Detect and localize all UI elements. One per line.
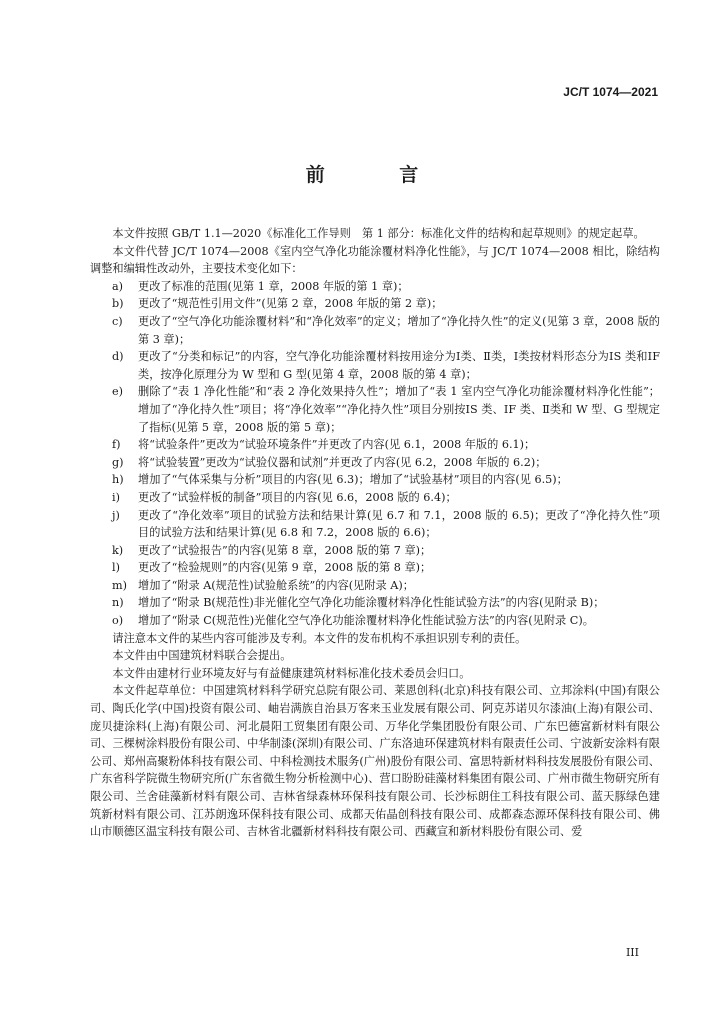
- page-number: III: [625, 946, 639, 959]
- list-item-label: i): [112, 490, 120, 504]
- list-item: [90, 507, 660, 542]
- list-item-label: c): [112, 314, 123, 328]
- list-item: [90, 471, 660, 489]
- list-item-text: 增加了“附录 B(规范性)非光催化空气净化功能涂覆材料净化性能试验方法”的内容(见附录 B)；: [138, 596, 605, 610]
- list-item-label: f): [112, 438, 121, 452]
- list-item-text: 删除了“表 1 净化性能”和“表 2 净化效果持久性”；增加了“表 1 室内空气净化功能涂覆材料净化性能”；增加了“净化持久性”项目；将“净化效率”“净化持久性”项目分别按ⅠS 类、ⅠF 类、Ⅱ类和 W 型、G 型规定了指标(见第 5 章，2008 版的第 5 章)；: [138, 385, 660, 434]
- list-item-text: 更改了“分类和标记”的内容，空气净化功能涂覆材料按用途分为Ⅰ类、Ⅱ类，Ⅰ类按材料形态分为ⅠS 类和ⅠF 类，按净化原理分为 W 型和 G 型(见第 4 章，2008 版的第 4 章)；: [138, 350, 660, 381]
- list-item: [90, 542, 660, 560]
- list-item: [90, 577, 660, 595]
- foreword-body: [90, 225, 660, 841]
- list-item: [90, 489, 660, 507]
- list-item: [90, 454, 660, 472]
- list-item: [90, 594, 660, 612]
- list-item-text: 更改了“检验规则”的内容(见第 9 章，2008 版的第 8 章)；: [138, 561, 432, 575]
- list-item-text: 更改了“规范性引用文件”(见第 2 章，2008 年版的第 2 章)；: [138, 297, 443, 311]
- list-item-label: j): [112, 508, 120, 522]
- list-item-text: 增加了“附录 A(规范性)试验舱系统”的内容(见附录 A)；: [138, 578, 414, 592]
- list-item-text: 增加了“气体采集与分析”项目的内容(见 6.3)；增加了“试验基材”项目的内容(见 6.5)；: [138, 473, 568, 487]
- list-item: [90, 383, 660, 436]
- list-item: [90, 313, 660, 348]
- list-item-text: 更改了“试验样板的制备”项目的内容(见 6.6，2008 版的 6.4)；: [138, 490, 457, 504]
- list-item-label: k): [112, 543, 124, 557]
- list-item-text: 更改了标准的范围(见第 1 章，2008 年版的第 1 章)；: [138, 279, 409, 293]
- list-item-label: d): [112, 350, 124, 364]
- list-item: [90, 612, 660, 630]
- paragraph-drafting-rules: 本文件按照 GB/T 1.1—2020《标准化工作导则 第 1 部分：标准化文件的结构和起草规则》的规定起草。: [112, 227, 645, 240]
- paragraph-managed-by: 本文件由建材行业环境友好与有益健康建筑材料标准化技术委员会归口。: [112, 666, 471, 680]
- paragraph-drafting-organizations: 本文件起草单位：中国建筑材料科学研究总院有限公司、莱恩创科(北京)科技有限公司、立邦涂料(中国)有限公司、陶氏化学(中国)投资有限公司、岫岩满族自治县万客来玉业发展有限公司、阿克苏诺贝尔漆油(上海)有限公司、庞贝捷涂料(上海)有限公司、河北晨阳工贸集团有限公司、万华化学集团股份有限公司、广东巴德富新材料有限公司、三棵树涂料股份有限公司、中华制漆(深圳)有限公司、广东洛迪环保建筑材料有限责任公司、宁波新安涂料有限公司、郑州高聚粉体科技有限公司、中科检测技术服务(广州)股份有限公司、富思特新材料科技发展股份有限公司、广东省科学院微生物研究所(广东省微生物分析检测中心)、营口盼盼硅藻材料集团有限公司、广州市微生物研究所有限公司、兰舍硅藻新材料有限公司、吉林省绿森林环保科技有限公司、长沙标朗住工科技有限公司、蓝天豚绿色建筑新材料有限公司、江苏朗逸环保科技有限公司、成都天佑晶创科技有限公司、成都森态源环保科技有限公司、佛山市顺德区温宝科技有限公司、吉林省北疆新材料科技有限公司、西藏宣和新材料股份有限公司、爱: [90, 684, 660, 839]
- list-item-text: 更改了“净化效率”项目的试验方法和结果计算(见 6.7 和 7.1，2008 版的 6.5)；更改了“净化持久性”项目的试验方法和结果计算(见 6.8 和 7.2，2008 版的 6.6)；: [138, 508, 660, 540]
- list-item-text: 更改了“试验报告”的内容(见第 8 章，2008 版的第 7 章)；: [138, 543, 432, 557]
- list-item-text: 更改了“空气净化功能涂覆材料”和“净化效率”的定义；增加了“净化持久性”的定义(见第 3 章，2008 版的第 3 章)；: [138, 314, 660, 346]
- list-item-label: l): [112, 561, 120, 575]
- paragraph-replacement: 本文件代替 JC/T 1074—2008《室内空气净化功能涂覆材料净化性能》，与 JC/T 1074—2008 相比，除结构调整和编辑性改动外，主要技术变化如下：: [90, 244, 660, 276]
- list-item: [90, 436, 660, 454]
- section-title: 前 言: [305, 164, 453, 186]
- list-item-label: g): [112, 455, 124, 469]
- list-item-text: 将“试验条件”更改为“试验环境条件”并更改了内容(见 6.1，2008 年版的 6.1)；: [138, 438, 536, 452]
- list-item-text: 增加了“附录 C(规范性)光催化空气净化功能涂覆材料净化性能试验方法”的内容(见附录 C)。: [138, 614, 594, 628]
- list-item-label: b): [112, 297, 124, 311]
- list-item-text: 将“试验装置”更改为“试验仪器和试剂”并更改了内容(见 6.2，2008 年版的 6.2)；: [138, 455, 547, 469]
- list-item: [90, 295, 660, 313]
- changes-list: [90, 278, 660, 630]
- list-item: [90, 348, 660, 383]
- paragraph-proposed-by: 本文件由中国建筑材料联合会提出。: [112, 649, 292, 663]
- list-item-label: o): [112, 614, 124, 628]
- list-item: [90, 559, 660, 577]
- paragraph-patent-notice: 请注意本文件的某些内容可能涉及专利。本文件的发布机构不承担识别专利的责任。: [112, 631, 527, 645]
- list-item-label: m): [112, 578, 127, 592]
- list-item: [90, 278, 660, 296]
- list-item-label: a): [112, 279, 124, 293]
- list-item-label: e): [112, 385, 123, 399]
- standard-code: JC/T 1074—2021: [563, 85, 658, 99]
- list-item-label: h): [112, 473, 124, 487]
- list-item-label: n): [112, 596, 124, 610]
